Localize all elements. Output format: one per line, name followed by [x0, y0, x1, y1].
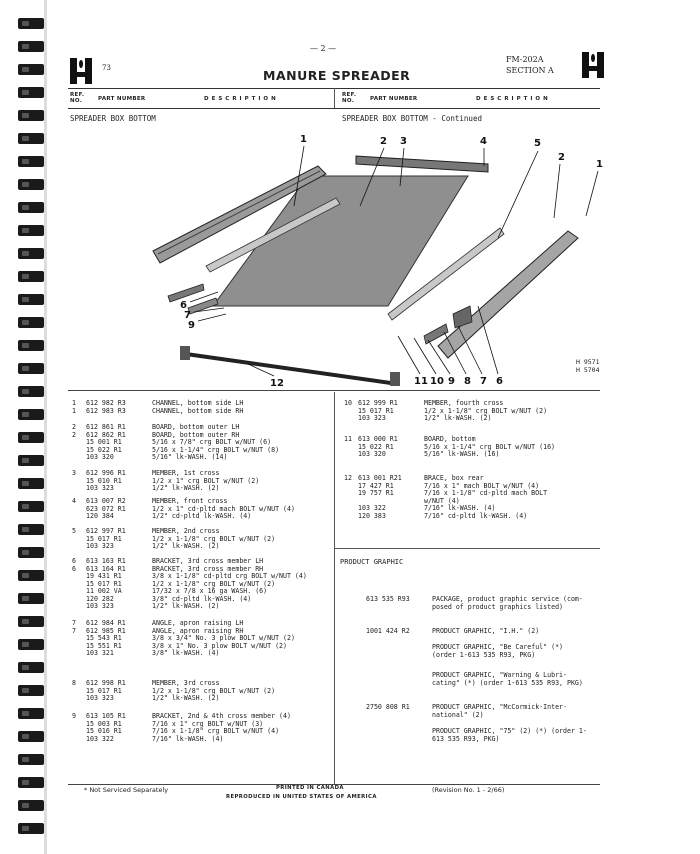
callout-7b: 7 [480, 376, 487, 387]
binding-ring [18, 823, 44, 834]
product-graphic-description: posed of product graphics listed) [432, 602, 564, 611]
binding-ring [18, 386, 44, 397]
callout-8: 8 [464, 376, 471, 387]
part-number: 612 984 R1 [86, 619, 126, 627]
description-header-left: DESCRIPTION [204, 96, 279, 102]
part-number: 613 000 R1 [358, 435, 398, 443]
bracket-left [188, 298, 218, 314]
part-number: 612 996 R1 [86, 469, 126, 477]
product-graphic-description: 613 535 R93, PKG) [432, 734, 500, 743]
callout-9: 9 [188, 320, 195, 331]
ref-header-left: REF. NO. [70, 92, 85, 104]
callout-2b: 2 [558, 152, 565, 163]
ih-logo-right [582, 52, 604, 78]
ref-number: 2 [72, 423, 76, 431]
binding-ring [18, 363, 44, 374]
product-graphic-description: PRODUCT GRAPHIC, "75" (2) (*) (order 1- [432, 727, 587, 735]
part-description: BOARD, bottom [424, 435, 476, 443]
brace-end-left [180, 346, 190, 360]
part-description: 17/32 x 7/8 x 16 ga WASH. (6) [152, 587, 268, 595]
part-number: 11 002 VA [86, 587, 122, 595]
callout-12: 12 [270, 378, 284, 388]
part-number: 612 999 R1 [358, 399, 398, 407]
part-description: 3/8" cd-pltd lk-WASH. (4) [152, 594, 252, 603]
part-description: 3/8 x 1-1/8" cd-pltd crg BOLT w/NUT (4) [152, 572, 307, 580]
binding-edge [44, 0, 47, 854]
part-description: 1/2" lk-WASH. (2) [424, 414, 492, 422]
part-number: 15 001 R1 [86, 438, 122, 446]
part-description: 7/16" lk-WASH. (4) [424, 504, 496, 512]
form-code: FM-202A [506, 55, 544, 64]
part-number: 612 862 R1 [86, 430, 126, 439]
part-number: 103 322 [86, 734, 114, 743]
binding-ring [18, 708, 44, 719]
part-description: 1/2 x 1-1/8" crg BOLT w/NUT (2) [152, 534, 276, 543]
part-description: 1/2" lk-WASH. (2) [152, 484, 220, 492]
part-description: BRACE, box rear [424, 474, 484, 482]
part-number: 612 998 R1 [86, 679, 126, 687]
part-description: 3/8 x 1" No. 3 plow BOLT w/NUT (2) [152, 641, 287, 650]
part-number: 103 322 [358, 504, 386, 512]
parts-rule [68, 390, 600, 391]
part-number: 612 861 R1 [86, 423, 126, 431]
product-graphic-part: 1001 424 R2 [366, 627, 410, 635]
binding-ring [18, 570, 44, 581]
part-description: BRACKET, 2nd & 4th cross member (4) [152, 712, 291, 720]
part-number: 103 320 [86, 453, 114, 461]
binding-ring [18, 317, 44, 328]
spiral-binding [0, 0, 58, 854]
callout-7: 7 [184, 310, 191, 321]
footer-note: * Not Serviced Separately [84, 786, 169, 794]
binding-ring [18, 179, 44, 190]
ref-number: 7 [72, 626, 76, 635]
part-number: 15 016 R1 [86, 727, 122, 735]
binding-ring [18, 64, 44, 75]
part-number: 613 164 R1 [86, 564, 126, 573]
binding-ring [18, 294, 44, 305]
description-header-right: DESCRIPTION [476, 96, 551, 102]
ref-number: 4 [72, 497, 76, 505]
part-description: 5/16 x 7/8" crg BOLT w/NUT (6) [152, 438, 272, 446]
part-number-header-left: PART NUMBER [98, 96, 146, 102]
part-description: MEMBER, 3rd cross [152, 679, 220, 687]
exploded-parts-diagram [98, 126, 678, 388]
part-number: 120 383 [358, 511, 386, 520]
part-description: 7/16 x 1" crg BOLT w/NUT (3) [152, 719, 264, 728]
page-code: 73 [102, 64, 111, 72]
part-description: 1/2" cd-pltd lk-WASH. (4) [152, 512, 252, 520]
part-number: 103 320 [358, 450, 386, 458]
binding-ring [18, 524, 44, 535]
part-description: 7/16 x 1" mach BOLT w/NUT (4) [424, 481, 540, 490]
part-number: 612 983 R3 [86, 406, 126, 415]
part-number: 19 431 R1 [86, 572, 122, 580]
parts-column-divider [334, 392, 335, 784]
part-number: 15 010 R1 [86, 476, 122, 485]
part-description: MEMBER, 2nd cross [152, 527, 220, 535]
part-description: 5/16 x 1-1/4" crg BOLT w/NUT (16) [424, 442, 556, 451]
part-number: 613 163 R1 [86, 557, 126, 565]
part-description: BRACKET, 3rd cross member LH [152, 557, 264, 565]
binding-ring [18, 547, 44, 558]
binding-ring [18, 501, 44, 512]
part-number: 15 017 R1 [86, 686, 122, 695]
binding-ring [18, 409, 44, 420]
ref-number: 3 [72, 469, 76, 477]
binding-ring [18, 156, 44, 167]
ref-number: 6 [72, 557, 76, 565]
callout-6: 6 [180, 300, 187, 311]
part-description: 1/2" lk-WASH. (2) [152, 542, 220, 550]
part-number: 120 282 [86, 594, 114, 603]
product-graphic-description: PRODUCT GRAPHIC, "McCormick-Inter- [432, 703, 567, 711]
part-number: 15 017 R1 [86, 534, 122, 543]
binding-ring [18, 225, 44, 236]
part-description: ANGLE, apron raising LH [152, 619, 244, 627]
part-number: 103 323 [86, 602, 114, 610]
footer-reproduced: REPRODUCED IN UNITED STATES OF AMERICA [226, 794, 377, 800]
product-graphic-part: 2750 808 R1 [366, 703, 410, 711]
footer-printed: PRINTED IN CANADA [276, 785, 344, 791]
part-description: 5/16" lk-WASH. (14) [152, 453, 228, 461]
part-number: 623 072 R1 [86, 504, 126, 513]
part-description: 1/2" lk-WASH. (2) [152, 694, 220, 702]
part-description: 7/16 x 1-1/8" crg BOLT w/NUT (4) [152, 727, 280, 735]
ref-number: 5 [72, 527, 76, 535]
part-description: 3/8 x 3/4" No. 3 plow BOLT w/NUT (2) [152, 634, 295, 642]
bottom-channel-right [438, 231, 578, 358]
part-number-header-right: PART NUMBER [370, 96, 418, 102]
section-title-right: SPREADER BOX BOTTOM - Continued [342, 114, 482, 123]
part-description: 1/2 x 1" cd-pltd mach BOLT w/NUT (4) [152, 504, 295, 513]
ref-number: 2 [72, 430, 76, 439]
binding-ring [18, 110, 44, 121]
section-title-left: SPREADER BOX BOTTOM [70, 114, 156, 123]
part-number: 15 017 R1 [86, 579, 122, 588]
part-number: 15 022 R1 [86, 445, 122, 454]
ref-number: 11 [344, 435, 352, 443]
part-number: 15 017 R1 [358, 406, 394, 415]
part-number: 103 323 [86, 484, 114, 492]
part-description: 5/16" lk-WASH. (16) [424, 450, 500, 458]
part-description: ANGLE, apron raising RH [152, 626, 244, 635]
product-graphic-description: cating" (*) (order 1-613 535 R93, PKG) [432, 678, 583, 687]
callout-3: 3 [400, 136, 407, 147]
callout-1: 1 [300, 134, 307, 145]
part-number: 17 427 R1 [358, 481, 394, 490]
catalog-page [58, 30, 690, 820]
binding-ring [18, 455, 44, 466]
binding-ring [18, 340, 44, 351]
page-title: MANURE SPREADER [263, 68, 411, 83]
callout-11: 11 [414, 376, 428, 387]
page-number: — 2 — [310, 44, 337, 53]
binding-ring [18, 133, 44, 144]
binding-ring [18, 593, 44, 604]
part-description: CHANNEL, bottom side LH [152, 399, 244, 407]
product-graphic-title: PRODUCT GRAPHIC [340, 558, 404, 566]
product-graphic-description: PACKAGE, product graphic service (com- [432, 595, 583, 603]
callout-1b: 1 [596, 159, 603, 170]
ref-number: 10 [344, 399, 352, 407]
part-number: 15 003 R1 [86, 719, 122, 728]
part-description: 1/2" lk-WASH. (2) [152, 602, 220, 610]
product-graphic-rule [335, 548, 600, 549]
binding-ring [18, 432, 44, 443]
part-description: 1/2 x 1-1/8" crg BOLT w/NUT (2) [152, 579, 276, 588]
ref-number: 9 [72, 712, 76, 720]
part-number: 15 551 R1 [86, 641, 122, 650]
binding-ring [18, 616, 44, 627]
part-description: BOARD, bottom outer RH [152, 430, 240, 439]
product-graphic-description: PRODUCT GRAPHIC, "Be Careful" (*) [432, 643, 564, 651]
part-description: MEMBER, front cross [152, 497, 228, 505]
binding-ring [18, 639, 44, 650]
callout-10: 10 [430, 376, 444, 387]
brace-end-right [390, 372, 400, 386]
part-number: 15 543 R1 [86, 634, 122, 642]
part-description: MEMBER, fourth cross [424, 399, 504, 407]
part-description: BOARD, bottom outer LH [152, 423, 240, 431]
part-number: 612 985 R1 [86, 626, 126, 635]
ref-number: 1 [72, 399, 76, 407]
binding-ring [18, 248, 44, 259]
part-number: 613 105 R1 [86, 712, 126, 720]
illustration-codes: H 9571 H 5704 [576, 358, 600, 374]
binding-ring [18, 662, 44, 673]
part-description: CHANNEL, bottom side RH [152, 406, 244, 415]
part-number: 120 384 [86, 512, 114, 520]
part-number: 103 323 [358, 414, 386, 422]
part-number: 103 323 [86, 542, 114, 550]
part-number: 612 997 R1 [86, 527, 126, 535]
binding-ring [18, 731, 44, 742]
product-graphic-description: (order 1-613 535 R93, PKG) [432, 650, 536, 659]
part-description: 7/16 x 1-1/8" cd-pltd mach BOLT [424, 489, 548, 497]
callout-9b: 9 [448, 376, 455, 387]
part-description: 5/16 x 1-1/4" crg BOLT w/NUT (8) [152, 445, 280, 454]
part-description: 1/2 x 1-1/8" crg BOLT w/NUT (2) [424, 406, 548, 415]
part-number: 103 323 [86, 694, 114, 702]
binding-ring [18, 685, 44, 696]
footer-revision: (Revision No. 1 - 2/66) [432, 786, 505, 794]
binding-ring [18, 478, 44, 489]
front-cross-member [356, 156, 488, 172]
product-graphic-description: PRODUCT GRAPHIC, "I.H." (2) [432, 627, 540, 635]
binding-ring [18, 777, 44, 788]
section-label: SECTION A [506, 66, 554, 75]
binding-ring [18, 800, 44, 811]
ref-number: 8 [72, 679, 76, 687]
callout-5: 5 [534, 138, 541, 149]
ref-header-right: REF. NO. [342, 92, 357, 104]
part-number: 19 757 R1 [358, 489, 394, 497]
callout-2: 2 [380, 136, 387, 147]
part-description: 1/2 x 1-1/8" crg BOLT w/NUT (2) [152, 686, 276, 695]
ref-number: 6 [72, 564, 76, 573]
ref-number: 1 [72, 406, 76, 415]
ih-logo-left [70, 58, 92, 84]
part-description: w/NUT (4) [424, 496, 460, 505]
ref-number: 12 [344, 474, 352, 482]
callout-6b: 6 [496, 376, 503, 387]
binding-ring [18, 271, 44, 282]
part-description: 7/16" cd-pltd lk-WASH. (4) [424, 511, 528, 520]
part-description: BRACKET, 3rd cross member RH [152, 564, 264, 573]
part-description: 3/8" lk-WASH. (4) [152, 649, 220, 657]
ref-number: 7 [72, 619, 76, 627]
part-number: 612 982 R3 [86, 399, 126, 407]
product-graphic-description: national" (2) [432, 710, 484, 719]
part-description: 7/16" lk-WASH. (4) [152, 734, 224, 743]
header-column-divider [334, 88, 335, 108]
binding-ring [18, 18, 44, 29]
binding-ring [18, 87, 44, 98]
part-number: 103 321 [86, 649, 114, 657]
product-graphic-description: PRODUCT GRAPHIC, "Warning & Lubri- [432, 671, 567, 679]
binding-ring [18, 202, 44, 213]
part-description: 1/2 x 1" crg BOLT w/NUT (2) [152, 476, 260, 485]
product-graphic-part: 613 535 R93 [366, 595, 410, 603]
binding-ring [18, 754, 44, 765]
header-rule-bottom [68, 108, 600, 109]
part-number: 613 007 R2 [86, 497, 126, 505]
part-description: MEMBER, 1st cross [152, 469, 220, 477]
part-number: 15 022 R1 [358, 442, 394, 451]
callout-4: 4 [480, 136, 487, 147]
part-number: 613 001 R21 [358, 474, 402, 482]
binding-ring [18, 41, 44, 52]
